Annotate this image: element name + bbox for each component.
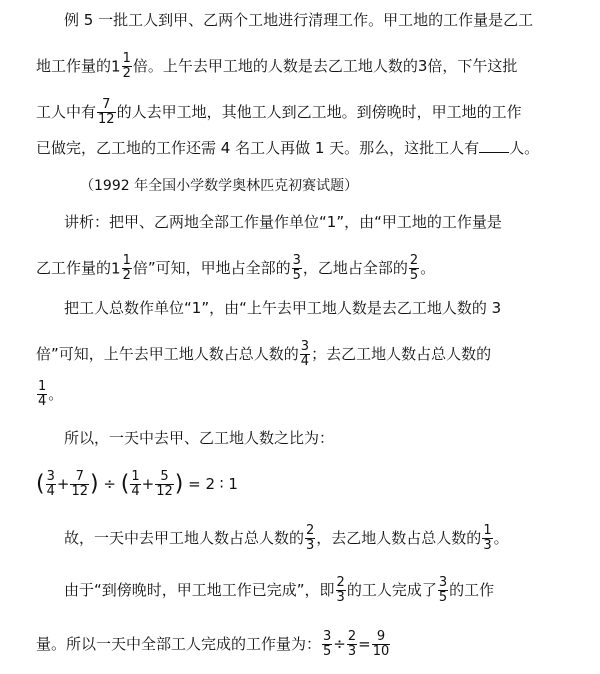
analysis-para6 [36, 630, 391, 659]
fraction [482, 524, 492, 553]
mixed-fraction [111, 254, 133, 283]
text: 。 [493, 529, 509, 547]
denominator: 3 [336, 590, 345, 605]
fraction [155, 470, 174, 499]
denominator: 2 [122, 268, 131, 283]
denominator: 4 [38, 394, 47, 409]
whole: 1 [111, 259, 121, 278]
text: 已做完，乙工地的工作还需 4 名工人再做 1 天。那么，这批工人有 [36, 139, 480, 157]
numerator: 2 [409, 253, 419, 268]
text: ，乙地占全部的 [302, 259, 408, 277]
analysis-para2-line-3 [36, 380, 63, 409]
mixed-fraction [111, 52, 133, 81]
fraction [347, 630, 357, 659]
text: 倍”可知，上午去甲工地人数占总人数的 [36, 345, 299, 363]
analysis-line-2 [36, 254, 435, 283]
close-paren: ) [174, 471, 184, 497]
analysis-para3: 所以，一天中去甲、乙工地人数之比为： [64, 429, 335, 447]
fraction [130, 470, 140, 499]
text: ；去乙工地人数占总人数的 [311, 345, 492, 363]
open-paren: ( [120, 471, 130, 497]
analysis-para5 [64, 576, 494, 605]
fraction [122, 52, 132, 81]
numerator: 1 [122, 253, 131, 268]
problem-line-4 [36, 138, 539, 158]
numerator: 1 [38, 379, 47, 394]
numerator: 2 [347, 629, 357, 644]
ratio-equation [36, 470, 238, 499]
divide: ÷ [103, 475, 116, 493]
close-paren: ) [90, 471, 99, 497]
text: 的工人完成了 [346, 581, 437, 599]
text: 。 [48, 385, 64, 403]
text: 倍”可知，甲地占全部的 [132, 259, 291, 277]
analysis-para2-line-2 [36, 340, 491, 369]
numerator: 1 [483, 523, 492, 538]
open-paren: ( [36, 471, 45, 497]
numerator: 3 [300, 339, 310, 354]
text: 的工作 [449, 581, 495, 599]
numerator: 3 [292, 253, 301, 268]
fraction [438, 576, 448, 605]
fraction [97, 98, 116, 127]
problem-line-1: 例 5 一批工人到甲、乙两个工地进行清理工作。甲工地的工作量是乙工 [64, 11, 534, 29]
numerator: 3 [46, 469, 55, 484]
text: 乙工作量的 [36, 259, 112, 277]
fraction [37, 380, 47, 409]
denominator: 5 [323, 644, 332, 659]
analysis-para2-line-1: 把工人总数作单位“1”，由“上午去甲工地人数是去乙工地人数的 3 [64, 299, 502, 317]
text: 由于“到傍晚时，甲工地工作已完成”，即 [64, 581, 335, 599]
numerator: 1 [122, 51, 131, 66]
numerator: 2 [336, 575, 345, 590]
analysis-para4 [64, 524, 509, 553]
whole: 1 [111, 57, 121, 76]
fraction [372, 630, 391, 659]
fraction [322, 630, 332, 659]
denominator: 4 [131, 484, 140, 499]
text: ，去乙地人数占总人数的 [316, 529, 482, 547]
text: 故，一天中去甲工地人数占总人数的 [64, 529, 305, 547]
fraction [300, 340, 310, 369]
numerator: 7 [97, 98, 116, 113]
denominator: 12 [156, 484, 173, 499]
divide: ÷ [333, 635, 346, 653]
fraction [122, 254, 132, 283]
fraction [305, 524, 315, 553]
fraction [46, 470, 56, 499]
problem-line-3 [36, 98, 522, 127]
denominator: 4 [46, 484, 55, 499]
denominator: 12 [71, 484, 88, 499]
plus: + [141, 475, 155, 493]
numerator: 1 [131, 469, 140, 484]
denominator: 5 [292, 268, 301, 283]
denominator: 3 [483, 538, 492, 553]
text: 倍。上午去甲工地的人数是去乙工地人数的3倍，下午这批 [132, 57, 518, 75]
denominator: 3 [306, 538, 315, 553]
result: = 2 ∶ 1 [188, 475, 238, 493]
denominator: 3 [347, 644, 357, 659]
denominator: 5 [438, 590, 448, 605]
denominator: 10 [372, 644, 390, 659]
fraction [336, 576, 346, 605]
text: 地工作量的 [36, 57, 112, 75]
problem-line-2 [36, 52, 517, 81]
numerator: 7 [70, 470, 89, 485]
fraction [70, 470, 89, 499]
equals: = [358, 635, 371, 653]
denominator: 4 [300, 354, 310, 369]
denominator: 12 [98, 112, 115, 127]
plus: + [56, 475, 70, 493]
text: 。 [420, 259, 436, 277]
fraction [409, 254, 419, 283]
numerator: 3 [438, 575, 448, 590]
numerator: 5 [155, 470, 174, 485]
numerator: 2 [306, 523, 315, 538]
answer-blank [479, 138, 509, 153]
numerator: 3 [323, 629, 332, 644]
text: 人。 [509, 139, 540, 157]
text: 的人去甲工地，其他工人到乙工地。到傍晚时，甲工地的工作 [116, 103, 522, 121]
problem-source: （1992 年全国小学数学奥林匹克初赛试题） [80, 178, 359, 194]
numerator: 9 [372, 630, 391, 645]
fraction [292, 254, 302, 283]
denominator: 2 [122, 66, 131, 81]
denominator: 5 [409, 268, 419, 283]
text: 工人中有 [36, 103, 97, 121]
analysis-line-1: 讲析：把甲、乙两地全部工作量作单位“1”，由“甲工地的工作量是 [64, 213, 502, 231]
text: 量。所以一天中全部工人完成的工作量为： [36, 635, 322, 653]
